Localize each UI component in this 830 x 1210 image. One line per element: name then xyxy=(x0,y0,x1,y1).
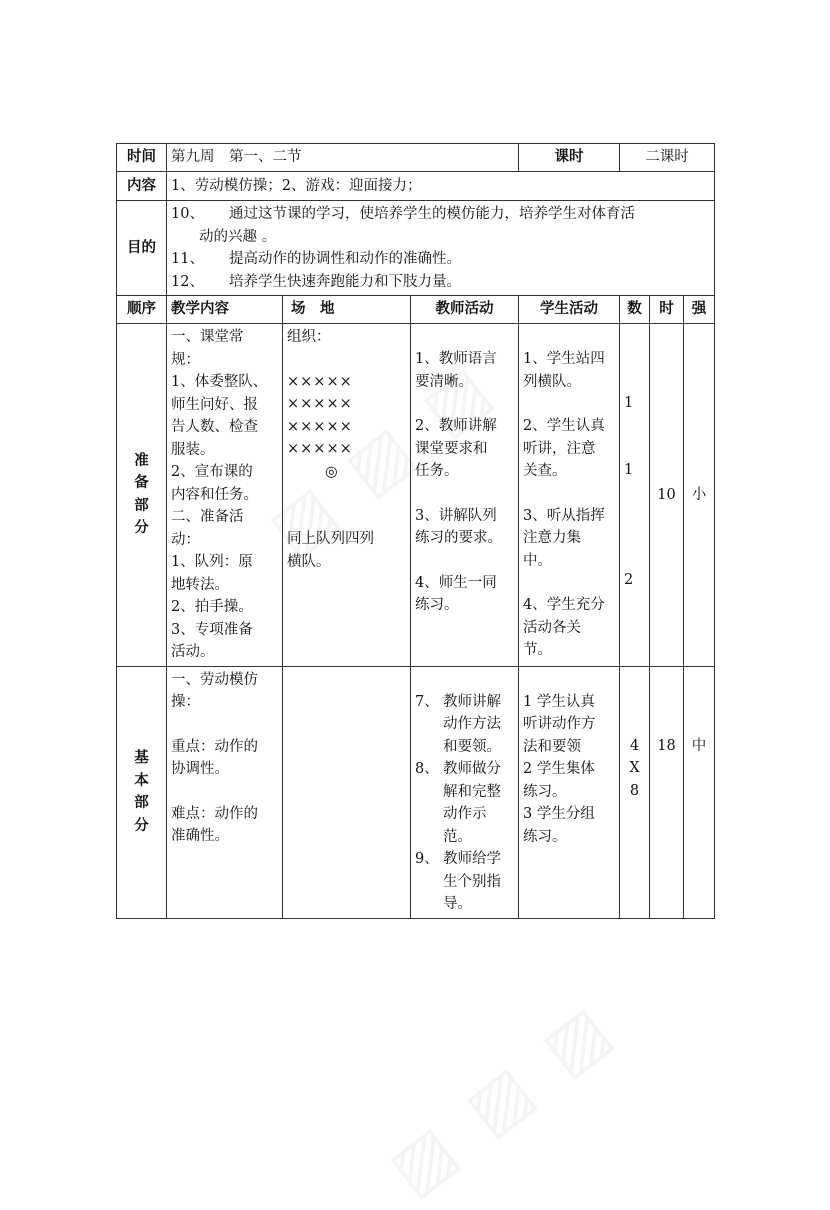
col-venue: 场 地 xyxy=(283,296,411,324)
basic-teacher-activity: 7、 教师讲解 动作方法 和要领。 8、 教师做分 解和完整 动作示 范。 9、 教师给学 生个别指 导。 xyxy=(411,666,519,918)
objective-item: 10、 通过这节课的学习，使培养学生的模仿能力，培养学生对体育活 xyxy=(171,206,635,222)
prep-content: 一、课堂常 规： 1、体委整队、 师生问好、报 告人数、检查 服装。 2、宣布课的 内容和任务。 二、准备活 动： 1、队列：原 地转法。 2、拍手操。 3、专项准备 活动。 xyxy=(167,324,283,667)
prep-section-row xyxy=(117,324,715,667)
basic-content: 一、劳动模仿 操： 重点：动作的 协调性。 难点：动作的 准确性。 xyxy=(167,666,283,918)
prep-count: 1 1 2 xyxy=(620,324,650,667)
objective-item-cont: 动的兴趣 。 xyxy=(199,228,277,245)
col-order: 顺序 xyxy=(117,296,167,324)
formation-row: ××××× xyxy=(287,418,353,435)
prep-student-activity: 1、学生站四 列横队。 2、学生认真 听讲，注意 关查。 3、听从指挥 注意力集 中。 4、学生充分 活动各关 节。 xyxy=(519,324,620,667)
objective-list xyxy=(167,201,715,296)
watermark-bottom xyxy=(374,987,629,1210)
basic-section-row xyxy=(117,666,715,918)
formation-row: ××××× xyxy=(287,396,353,412)
prep-teacher-activity: 1、教师语言 要清晰。 2、教师讲解 课堂要求和 任务。 3、讲解队列 练习的要求。 4、师生一同 练习。 xyxy=(411,324,519,667)
basic-intensity: 中 xyxy=(684,666,715,918)
basic-venue xyxy=(283,666,411,918)
col-student: 学生活动 xyxy=(519,296,620,324)
lesson-plan-table xyxy=(116,143,715,919)
objective-row xyxy=(117,201,715,296)
column-header-row xyxy=(117,296,715,324)
col-content: 教学内容 xyxy=(167,296,283,324)
content-label: 内容 xyxy=(117,172,167,201)
objective-item: 12、 培养学生快速奔跑能力和下肢力量。 xyxy=(171,273,461,290)
prep-label: 准 备 部 分 xyxy=(117,324,167,667)
basic-label: 基 本 部 分 xyxy=(117,666,167,918)
venue-note: 同上队列四列 xyxy=(287,531,374,547)
hours-label: 课时 xyxy=(519,144,620,172)
prep-intensity: 小 xyxy=(684,324,715,667)
objective-item: 11、 提高动作的协调性和动作的准确性。 xyxy=(171,251,461,267)
prep-venue xyxy=(283,324,411,667)
col-teacher: 教师活动 xyxy=(411,296,519,324)
time-label: 时间 xyxy=(117,144,167,172)
venue-note: 横队。 xyxy=(287,553,331,570)
time-row xyxy=(117,144,715,172)
basic-count: 4 X 8 xyxy=(620,666,650,918)
content-value: 1、劳动模仿操；2、游戏：迎面接力； xyxy=(167,172,715,201)
basic-time: 18 xyxy=(650,666,684,918)
time-value: 第九周 第一、二节 xyxy=(167,144,519,172)
teacher-position-icon: ◎ xyxy=(325,463,338,480)
venue-org: 组织： xyxy=(287,329,331,345)
hours-value: 二课时 xyxy=(620,144,715,172)
objective-label: 目的 xyxy=(117,201,167,296)
formation-row: ××××× xyxy=(287,441,353,457)
col-time: 时 xyxy=(650,296,684,324)
content-row xyxy=(117,172,715,201)
basic-student-activity: 1 学生认真 听讲动作方 法和要领 2 学生集体 练习。 3 学生分组 练习。 xyxy=(519,666,620,918)
col-intensity: 强 xyxy=(684,296,715,324)
formation-row: ××××× xyxy=(287,373,353,390)
col-count: 数 xyxy=(620,296,650,324)
prep-time: 10 xyxy=(650,324,684,667)
